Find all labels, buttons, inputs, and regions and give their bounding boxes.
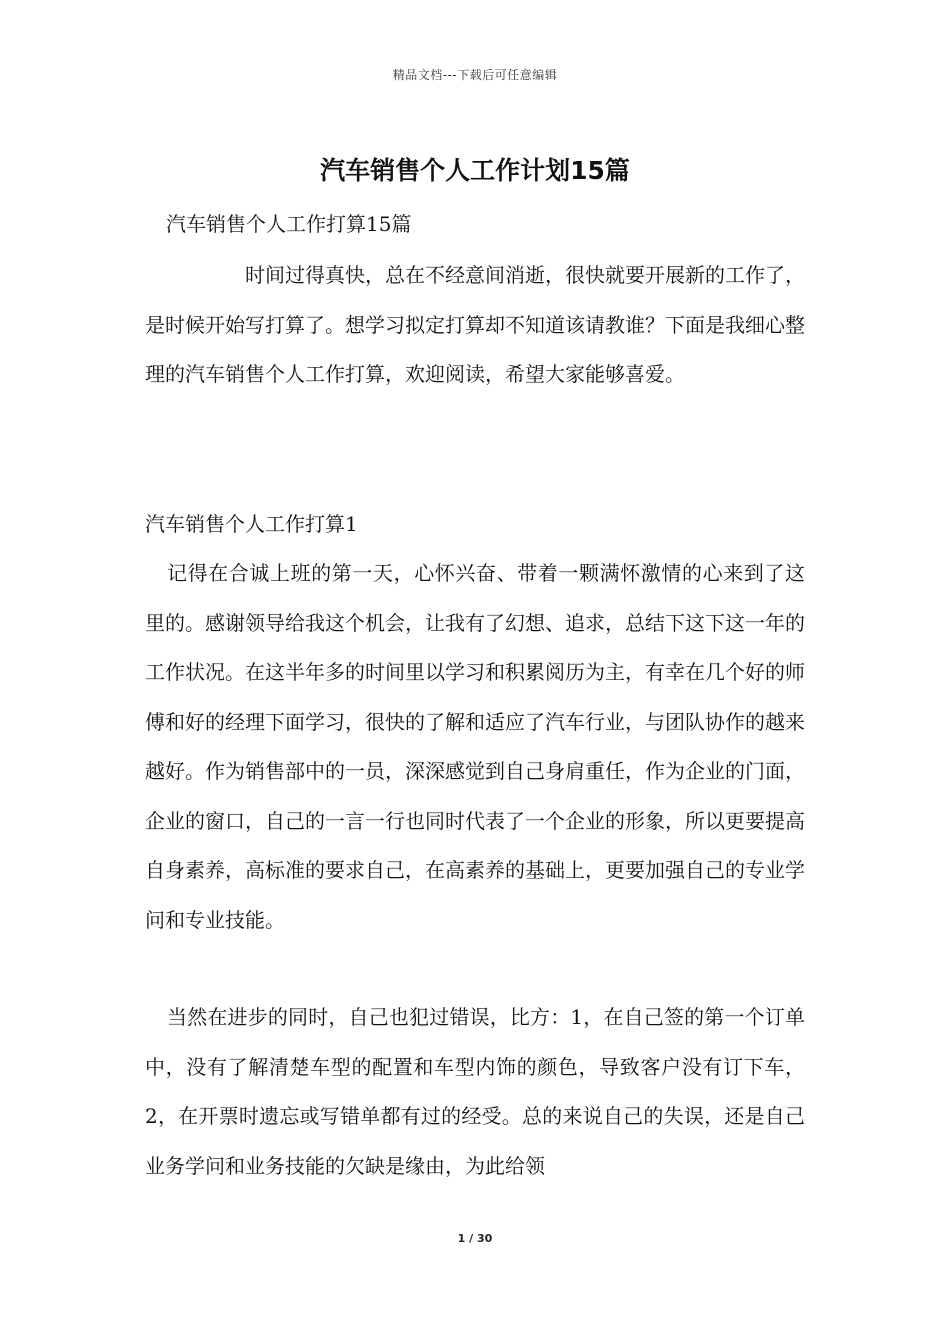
section-heading: 汽车销售个人工作打算1	[145, 512, 358, 536]
document-subtitle: 汽车销售个人工作打算15篇	[166, 212, 412, 236]
body-paragraph-1: 记得在合诚上班的第一天，心怀兴奋、带着一颗满怀激情的心来到了这里的。感谢领导给我这个机会，让我有了幻想、追求，总结下这下这一年的工作状况。在这半年多的时间里以学习和积累阅历为主，有幸在几个好的师傅和好的经理下面学习，很快的了解和适应了汽车行业，与团队协作的越来越好。作为销售部中的一员，深深感觉到自己身肩重任，作为企业的门面，企业的窗口，自己的一言一行也同时代表了一个企业的形象，所以更要提高自身素养，高标准的要求自己，在高素养的基础上，更要加强自己的专业学问和专业技能。	[145, 561, 805, 932]
body-paragraph-2: 当然在进步的同时，自己也犯过错误，比方：1，在自己签的第一个订单中，没有了解清楚车型的配置和车型内饰的颜色，导致客户没有订下车，2，在开票时遗忘或写错单都有过的经受。总的来说自己的失误，还是自己业务学问和业务技能的欠缺是缘由，为此给领	[145, 1005, 805, 1178]
intro-paragraph: 时间过得真快，总在不经意间消逝，很快就要开展新的工作了，是时候开始写打算了。想学习拟定打算却不知道该请教谁？下面是我细心整理的汽车销售个人工作打算，欢迎阅读，希望大家能够喜爱。	[145, 263, 805, 386]
header-note: 精品文档---下载后可任意编辑	[392, 68, 558, 82]
page-number: 1 / 30	[457, 1232, 493, 1245]
document-title: 汽车销售个人工作计划15篇	[320, 156, 630, 185]
